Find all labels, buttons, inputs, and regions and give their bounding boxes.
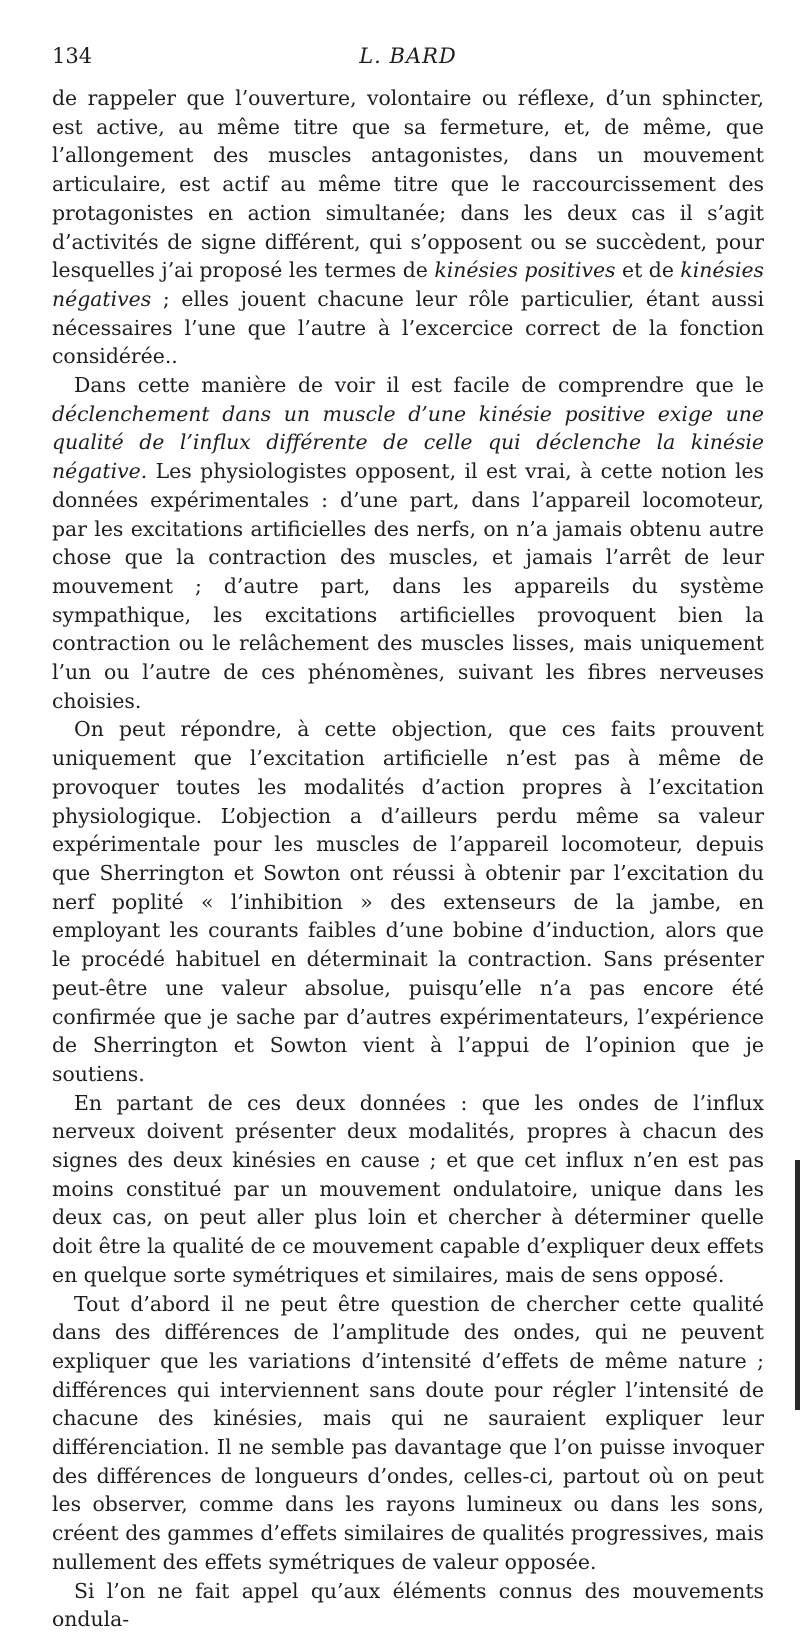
text-run: On peut répondre, à cette objection, que ces faits prouvent uniquement que l’excitation artificielle n’est pas à même de provoquer toutes les modalités d’action propres à l’excitation physiologique. L’objection a d’ailleurs perdu même sa valeur expérimentale pour les muscles de l’appareil locomoteur, depuis que Sherrington et Sowton ont réussi à obtenir par l’excitation du nerf poplité « l’inhibition » des extenseurs de la jambe, en employant les courants faibles d’une bobine d’induction, alors que le procédé habituel en déterminait la contraction. Sans présenter peut-être une valeur absolue, puisqu’elle n’a pas encore été confirmée que je sache par d’autres expérimentateurs, l’expérience de Sherrington et Sowton vient à l’appui de l’opinion que je soutiens. bbox=[52, 717, 764, 1086]
text-run: ; elles jouent chacune leur rôle particulier, étant aussi nécessaires l’une que l’autre à l’excercice correct de la fonction considérée.. bbox=[52, 286, 764, 369]
text-run: Les physiologistes opposent, il est vrai, à cette notion les données expérimentales : d’une part, dans l’appareil locomoteur, par les excitations artificielles des nerfs, on n’a jamais obtenu autre chose que la contraction des muscles, et jamais l’arrêt de leur mouvement ; d’autre part, dans les appareils du système sympathique, les excitations artificielles provoquent bien la contraction ou le relâchement des muscles lisses, mais uniquement l’un ou l’autre de ces phénomènes, suivant les fibres nerveuses choisies. bbox=[52, 459, 764, 713]
running-head: L. BARD bbox=[359, 44, 457, 68]
paragraph bbox=[52, 84, 764, 371]
paragraph bbox=[52, 371, 764, 715]
italic-text: déclenchement dans un muscle d’une kinésie positive exige une qualité de l’influx différente de celle qui déclenche la kinésie négative. bbox=[52, 401, 764, 484]
paragraph bbox=[52, 1089, 764, 1290]
text-run: En partant de ces deux données : que les ondes de l’influx nerveux doivent présenter deux modalités, propres à chacun des signes des deux kinésies en cause ; et que cet influx n’en est pas moins constitué par un mouvement ondulatoire, unique dans les deux cas, on peut aller plus loin et chercher à déterminer quelle doit être la qualité de ce mouvement capable d’expliquer deux effets en quelque sorte symétriques et similaires, mais de sens opposé. bbox=[52, 1090, 764, 1287]
paragraph bbox=[52, 715, 764, 1088]
italic-text: kinésies négatives bbox=[52, 258, 765, 311]
scan-edge-mark bbox=[795, 1160, 800, 1410]
text-run: Tout d’abord il ne peut être question de chercher cette qualité dans des différences de l’amplitude des ondes, qui ne peuvent expliquer que les variations d’intensité d’effets de même nature ; différences qui interviennent sans doute pour régler l’intensité de chacune des kinésies, mais qui ne sauraient expliquer leur différenciation. Il ne semble pas davantage que l’on puisse invoquer des différences de longueurs d’ondes, celles-ci, partout où on peut les observer, comme dans les rayons lumineux ou dans les sons, créent des gammes d’effets similaires de qualités progressives, mais nullement des effets symétriques de valeur opposée. bbox=[52, 1291, 764, 1574]
text-run: Dans cette manière de voir il est facile de comprendre que le bbox=[74, 373, 764, 398]
page-number: 134 bbox=[52, 44, 93, 68]
italic-text: kinésies positives bbox=[434, 258, 616, 283]
page-header bbox=[52, 44, 764, 74]
paragraph bbox=[52, 1577, 764, 1634]
text-run: et de bbox=[615, 258, 681, 283]
paragraph bbox=[52, 1290, 764, 1577]
text-run: Si l’on ne fait appel qu’aux éléments connus des mouvements ondula- bbox=[52, 1578, 764, 1632]
body-text bbox=[52, 84, 764, 1634]
text-run: de rappeler que l’ouverture, volontaire ou réflexe, d’un sphincter, est active, au même titre que sa fermeture, et, de même, que l’allongement des muscles antagonistes, dans un mouvement articulaire, est actif au même titre que le raccourcissement des protagonistes en action simultanée; dans les deux cas il s’agit d’activités de signe différent, qui s’opposent ou se succèdent, pour lesquelles j’ai proposé les termes de bbox=[52, 86, 764, 283]
